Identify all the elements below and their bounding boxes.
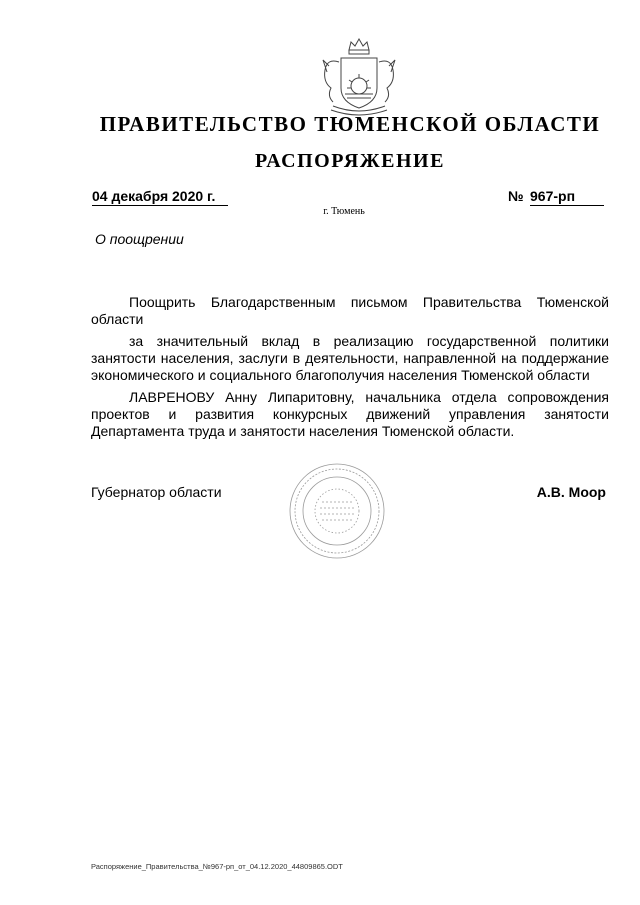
document-date: 04 декабря 2020 г. <box>92 188 228 206</box>
coat-of-arms-icon <box>311 36 407 122</box>
document-number: 967-рп <box>530 188 604 206</box>
body-paragraph-1: Поощрить Благодарственным письмом Правительства Тюменской области <box>91 294 609 327</box>
organization-title: ПРАВИТЕЛЬСТВО ТЮМЕНСКОЙ ОБЛАСТИ <box>99 112 601 136</box>
body-paragraph-2: за значительный вклад в реализацию государственной политики занятости населения, заслуги в деятельности, направленной на поддержание экономического и социального благополучия населения Тюменской области <box>91 333 609 383</box>
official-seal-icon <box>288 462 386 560</box>
document-type-title: РАСПОРЯЖЕНИЕ <box>255 150 445 172</box>
document-subject: О поощрении <box>95 231 184 247</box>
document-number-label: № <box>508 188 524 204</box>
document-city: г. Тюмень <box>323 206 365 217</box>
signatory-title: Губернатор области <box>91 484 222 500</box>
body-paragraph-3: ЛАВРЕНОВУ Анну Липаритовну, начальника отдела сопровождения проектов и развития конкурсных движений управления занятости Департамента труда и занятости населения Тюменской области. <box>91 389 609 439</box>
signatory-name: А.В. Моор <box>536 484 606 500</box>
file-footer: Распоряжение_Правительства_№967-рп_от_04.12.2020_44809865.ODT <box>91 862 343 871</box>
